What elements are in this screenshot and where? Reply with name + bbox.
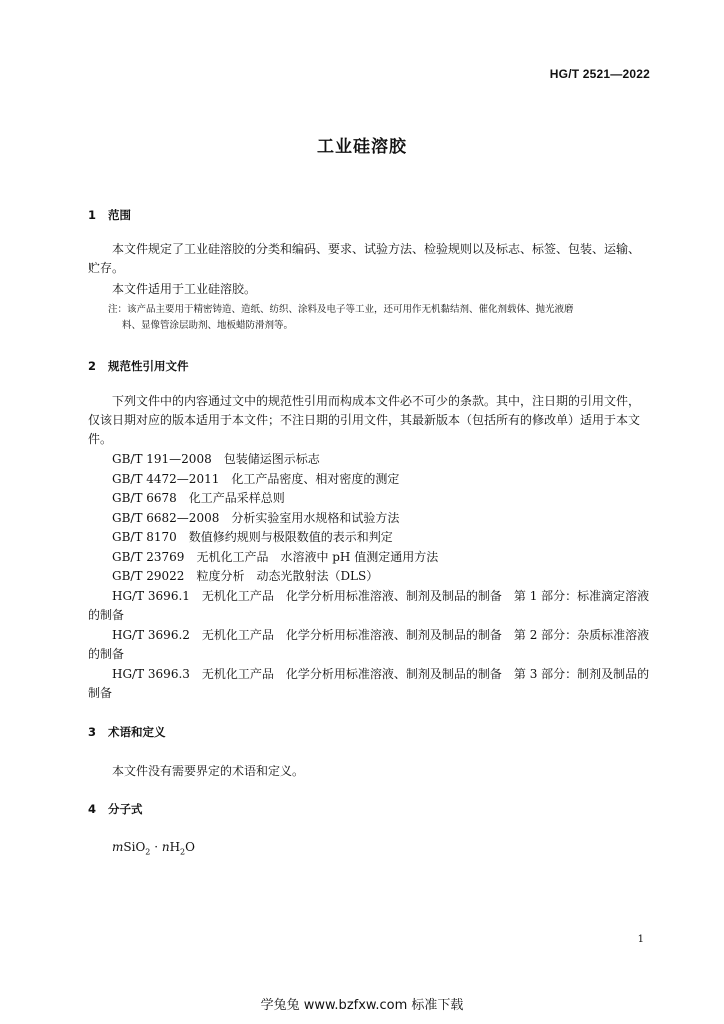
- section-title: 规范性引用文件: [108, 359, 189, 373]
- reference-item: GB/T 191—2008 包装储运图示标志: [112, 452, 320, 466]
- section-4-heading: [88, 801, 143, 817]
- molecular-formula: mSiO$_2$ · $nH_2O$: [112, 840, 195, 857]
- document-title: 工业硅溶胶: [317, 137, 407, 157]
- reference-item: HG/T 3696.2 无机化工产品 化学分析用标准溶液、制剂及制品的制备 第 2 部分：杂质标准溶液的制备: [88, 628, 650, 661]
- standard-code: HG/T 2521—2022: [549, 67, 650, 81]
- footer-watermark[interactable]: 学兔兔 www.bzfxw.com 标准下载: [260, 998, 464, 1013]
- note-line: 料、显像管涂层助剂、地板蜡防滑剂等。: [122, 320, 294, 331]
- reference-item: HG/T 3696.3 无机化工产品 化学分析用标准溶液、制剂及制品的制备 第 3 部分：制剂及制品的制备: [88, 667, 650, 700]
- scope-note: [108, 302, 650, 334]
- reference-item: HG/T 3696.1 无机化工产品 化学分析用标准溶液、制剂及制品的制备 第 1 部分：标准滴定溶液的制备: [88, 589, 650, 622]
- scope-paragraph: 本文件规定了工业硅溶胶的分类和编码、要求、试验方法、检验规则以及标志、标签、包装、运输、贮存。: [88, 242, 641, 275]
- reference-item: GB/T 29022 粒度分析 动态光散射法（DLS）: [112, 569, 379, 583]
- section-2-heading: [88, 358, 189, 374]
- reference-item: GB/T 4472—2011 化工产品密度、相对密度的测定: [112, 472, 400, 486]
- terms-paragraph: 本文件没有需要界定的术语和定义。: [112, 764, 305, 778]
- section-number: 3: [88, 725, 97, 739]
- page-number: 1: [637, 934, 644, 945]
- section-title: 分子式: [108, 802, 143, 816]
- section-number: 1: [88, 208, 97, 222]
- section-number: 4: [88, 802, 97, 816]
- reference-item: GB/T 23769 无机化工产品 水溶液中 pH 值测定通用方法: [112, 550, 439, 564]
- section-3-heading: [88, 724, 166, 740]
- references-intro: 下列文件中的内容通过文中的规范性引用而构成本文件必不可少的条款。其中，注日期的引用文件，仅该日期对应的版本适用于本文件；不注日期的引用文件，其最新版本（包括所有的修改单）适用于本文件。: [88, 394, 641, 446]
- section-title: 术语和定义: [108, 725, 166, 739]
- reference-item: GB/T 8170 数值修约规则与极限数值的表示和判定: [112, 530, 393, 544]
- section-title: 范围: [108, 208, 131, 222]
- note-line: 注：该产品主要用于精密铸造、造纸、纺织、涂料及电子等工业，还可用作无机黏结剂、催化剂载体、抛光液磨: [108, 304, 574, 315]
- section-number: 2: [88, 359, 97, 373]
- reference-item: GB/T 6678 化工产品采样总则: [112, 491, 285, 505]
- reference-item: GB/T 6682—2008 分析实验室用水规格和试验方法: [112, 511, 400, 525]
- section-1-heading: [88, 207, 131, 223]
- scope-applicability: 本文件适用于工业硅溶胶。: [112, 282, 257, 296]
